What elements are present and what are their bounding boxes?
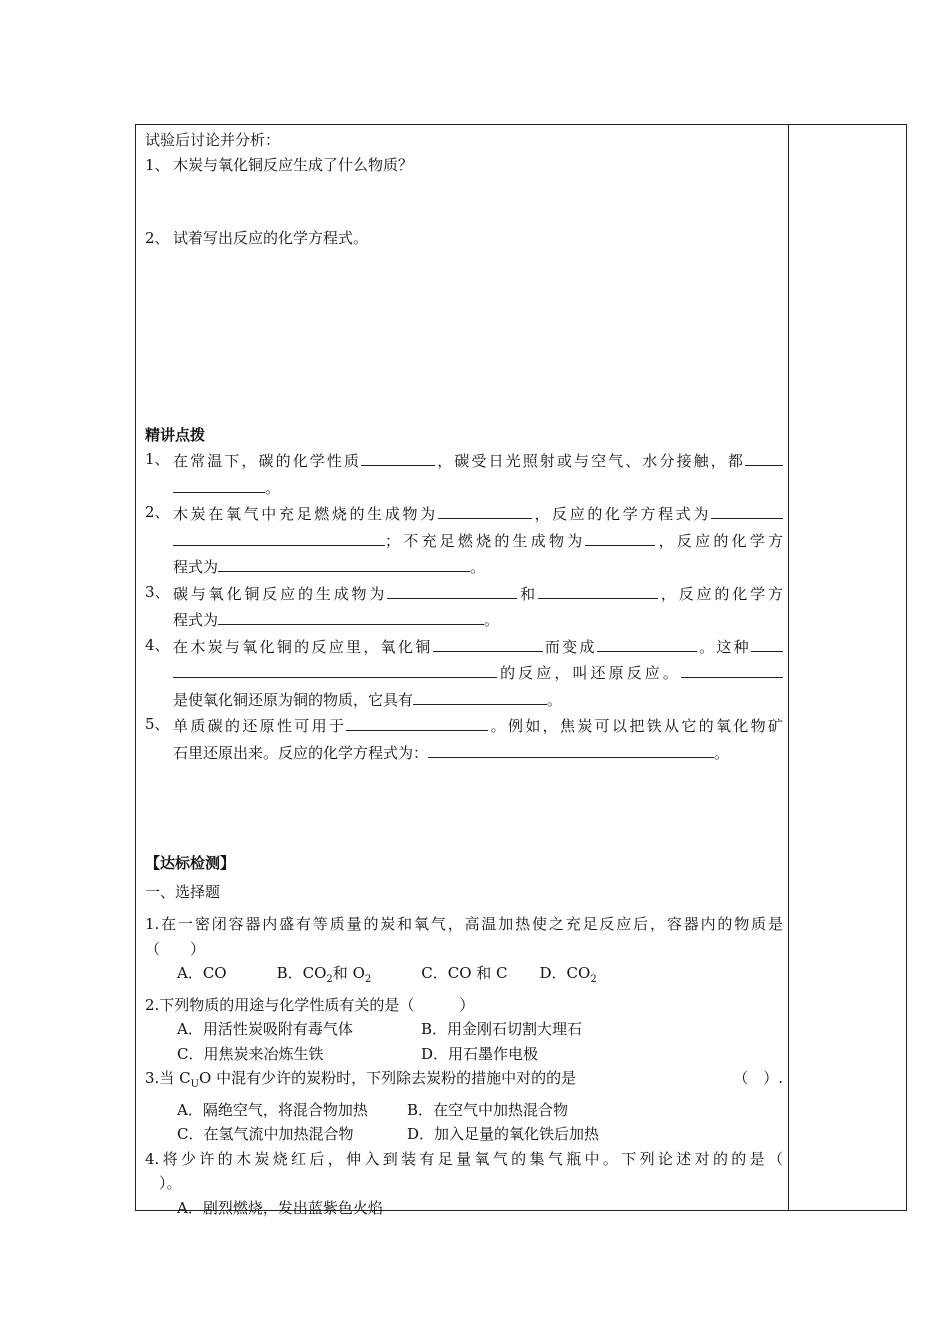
item-text: 。 bbox=[470, 558, 486, 576]
item-text: ，反应的化学方 bbox=[655, 531, 783, 550]
answer-blank[interactable] bbox=[173, 527, 385, 546]
item-text: ，反应的化学方 bbox=[657, 584, 783, 603]
answer-blank[interactable] bbox=[173, 474, 265, 493]
item-text: 。这种 bbox=[696, 637, 751, 656]
answer-blank[interactable] bbox=[711, 500, 783, 519]
answer-blank[interactable] bbox=[433, 633, 543, 652]
table-column-divider bbox=[788, 124, 789, 1211]
answer-blank[interactable] bbox=[218, 606, 484, 625]
option-a[interactable]: A．用活性炭吸附有毒气体 bbox=[177, 1020, 353, 1038]
item-text: ；不充足燃烧的生成物为 bbox=[385, 531, 586, 550]
answer-blank[interactable] bbox=[438, 500, 532, 519]
answer-blank[interactable] bbox=[413, 686, 547, 705]
item-text: 是使氧化铜还原为铜的物质，它具有 bbox=[173, 690, 414, 709]
question-type-label: 一、选择题 bbox=[145, 882, 221, 901]
item-text: 和 bbox=[517, 584, 538, 603]
discussion-question-1 bbox=[145, 153, 783, 178]
answer-blank[interactable] bbox=[751, 633, 783, 652]
discussion-heading: 试验后讨论并分析： bbox=[145, 131, 281, 149]
question-number: 2、 bbox=[145, 229, 170, 247]
item-text: 。 bbox=[265, 478, 281, 497]
option-d[interactable]: D．用石墨作电极 bbox=[421, 1044, 539, 1063]
worksheet-content bbox=[145, 128, 783, 1220]
answer-paren: ）。 bbox=[159, 1174, 182, 1192]
answer-blank[interactable] bbox=[173, 659, 497, 678]
option-c[interactable]: C．在氢气流中加热混合物 bbox=[177, 1125, 354, 1143]
item-number: 2、 bbox=[145, 503, 170, 521]
answer-blank[interactable] bbox=[346, 712, 488, 731]
answer-blank[interactable] bbox=[538, 580, 658, 599]
choice-question-1 bbox=[145, 912, 783, 993]
item-number: 4、 bbox=[145, 635, 170, 654]
item-number: 1、 bbox=[145, 450, 170, 468]
item-text: 的反应，叫还原反应。 bbox=[497, 664, 681, 682]
question-stem: 3.当 $C_UO$ 中混有少许的炭粉时，下列除去炭粉的措施中对的的是 （ ）. bbox=[145, 1066, 783, 1098]
answer-blank[interactable] bbox=[387, 580, 517, 599]
answer-paren: （ ） bbox=[145, 939, 206, 958]
key-point-2 bbox=[145, 500, 783, 580]
options-row bbox=[145, 1017, 783, 1042]
key-points-heading: 精讲点拨 bbox=[145, 425, 206, 444]
answer-blank[interactable] bbox=[428, 739, 714, 758]
option-a[interactable]: A．CO bbox=[177, 964, 227, 982]
option-a[interactable]: A．隔绝空气，将混合物加热 bbox=[177, 1100, 368, 1119]
option-c[interactable]: C．用焦炭来冶炼生铁 bbox=[177, 1044, 324, 1063]
item-text: 。 bbox=[484, 611, 500, 629]
item-text: 而变成 bbox=[542, 637, 597, 656]
option-b[interactable]: B．用金刚石切割大理石 bbox=[421, 1020, 583, 1038]
item-number: 5、 bbox=[145, 715, 170, 733]
item-text: 碳与氧化铜反应的生成物为 bbox=[173, 584, 388, 603]
key-point-5 bbox=[145, 712, 783, 765]
item-text: 程式为 bbox=[173, 611, 219, 629]
key-point-4 bbox=[145, 633, 783, 713]
answer-blank[interactable] bbox=[745, 447, 783, 466]
options-row bbox=[145, 1122, 783, 1147]
option-c[interactable]: C．CO 和 C bbox=[421, 964, 508, 982]
options-row bbox=[145, 1098, 783, 1123]
item-text: 在木炭与氧化铜的反应里，氧化铜 bbox=[173, 637, 433, 656]
item-text: 程式为 bbox=[173, 558, 219, 576]
option-d[interactable]: D．加入足量的氧化铁后加热 bbox=[407, 1125, 600, 1143]
answer-paren: （ ）. bbox=[733, 1069, 783, 1087]
assessment-heading: 【达标检测】 bbox=[145, 854, 236, 872]
item-text: 石里还原出来。反应的化学方程式为： bbox=[173, 743, 429, 762]
option-b[interactable]: B．$CO_2$和 $O_2$ bbox=[276, 964, 372, 985]
choice-question-2 bbox=[145, 993, 783, 1067]
option-a[interactable]: A．剧烈燃烧，发出蓝紫色火焰 bbox=[177, 1198, 383, 1217]
options-row bbox=[145, 961, 783, 993]
item-text: ，反应的化学方程式为 bbox=[531, 505, 711, 523]
answer-blank[interactable] bbox=[597, 633, 697, 652]
question-number: 1、 bbox=[145, 155, 170, 174]
answer-blank[interactable] bbox=[585, 527, 655, 546]
option-b[interactable]: B．在空气中加热混合物 bbox=[407, 1100, 569, 1119]
item-text: 。 bbox=[714, 743, 730, 762]
discussion-question-2 bbox=[145, 226, 783, 251]
item-text: 在常温下，碳的化学性质 bbox=[173, 452, 362, 470]
choice-question-4 bbox=[145, 1147, 783, 1221]
answer-blank[interactable] bbox=[361, 447, 435, 466]
question-stem: 1.在一密闭容器内盛有等质量的炭和氧气，高温加热使之充足反应后，容器内的物质是 bbox=[145, 915, 783, 933]
item-text: ，碳受日光照射或与空气、水分接触，都 bbox=[435, 452, 745, 470]
question-text: 木炭与氧化铜反应生成了什么物质？ bbox=[173, 155, 414, 174]
item-text: 单质碳的还原性可用于 bbox=[173, 717, 347, 735]
choice-question-3 bbox=[145, 1066, 783, 1147]
answer-blank[interactable] bbox=[681, 659, 783, 678]
question-stem: 2.下列物质的用途与化学性质有关的是（ ） bbox=[145, 995, 475, 1014]
item-text: 。 bbox=[547, 690, 563, 709]
item-text: 。例如，焦炭可以把铁从它的氧化物矿 bbox=[488, 717, 783, 735]
item-number: 3、 bbox=[145, 582, 170, 601]
key-point-3 bbox=[145, 580, 783, 633]
answer-blank[interactable] bbox=[218, 553, 470, 572]
key-point-1 bbox=[145, 447, 783, 500]
option-d[interactable]: D．$CO_2$ bbox=[539, 964, 597, 985]
question-text: 试着写出反应的化学方程式。 bbox=[173, 229, 369, 247]
item-text: 木炭在氧气中充足燃烧的生成物为 bbox=[173, 505, 438, 523]
options-row bbox=[145, 1042, 783, 1067]
question-stem: 4.将少许的木炭烧红后，伸入到装有足量氧气的集气瓶中。下列论述对的的是（ bbox=[145, 1149, 783, 1168]
